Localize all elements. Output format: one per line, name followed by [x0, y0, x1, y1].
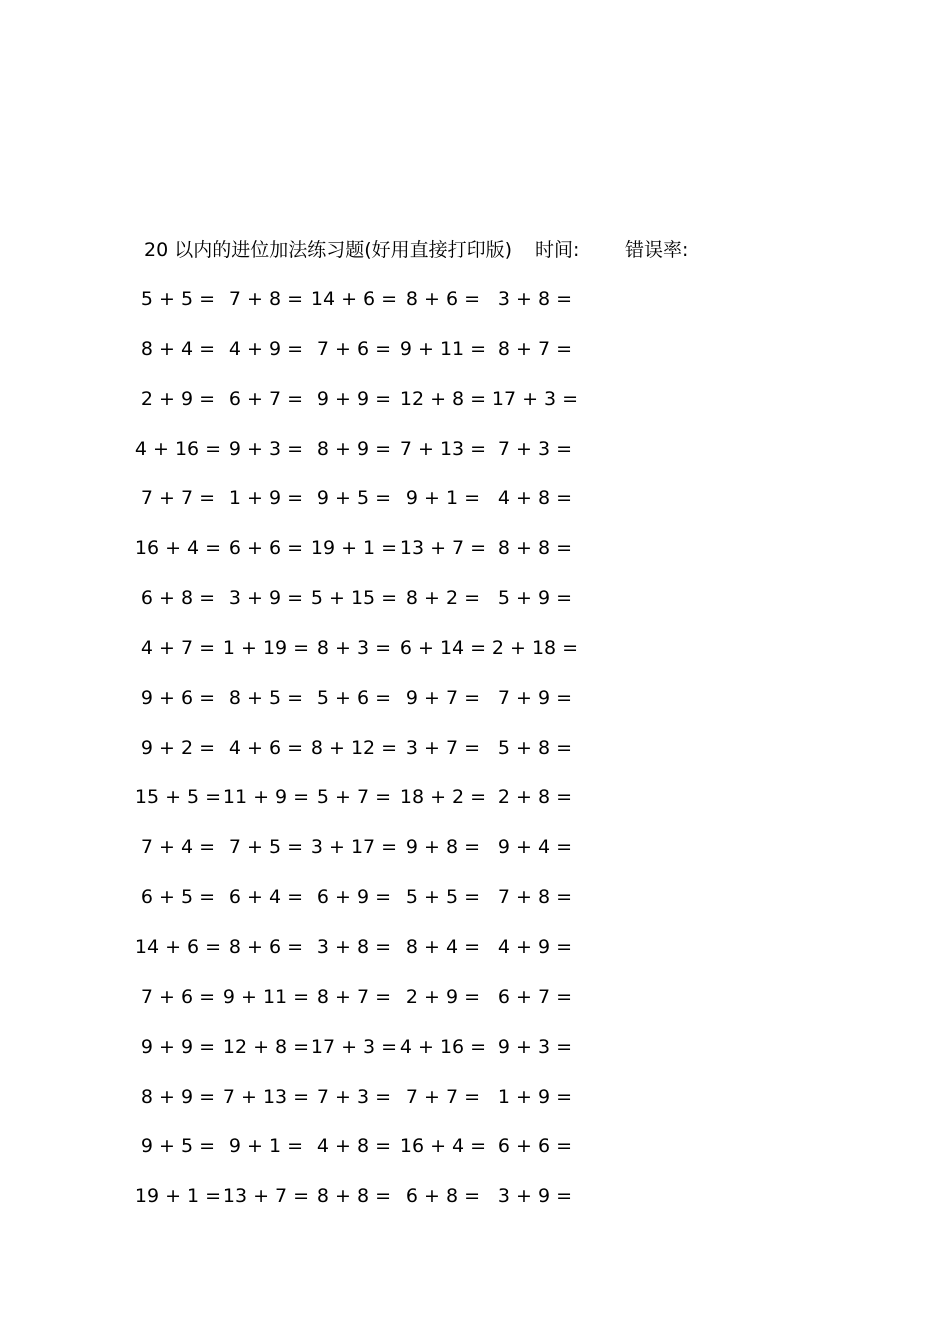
addition-problem: 8 + 8 =: [316, 1185, 392, 1208]
addition-problem: 9 + 9 =: [140, 1035, 216, 1058]
addition-problem: 7 + 6 =: [316, 337, 392, 360]
problem-row: [0, 884, 950, 934]
addition-problem: 8 + 9 =: [316, 437, 392, 460]
addition-problem: 1 + 9 =: [497, 1085, 573, 1108]
problem-grid: [0, 286, 950, 1233]
addition-problem: 9 + 1 =: [228, 1135, 304, 1158]
addition-problem: 4 + 6 =: [228, 736, 304, 759]
addition-problem: 8 + 4 =: [405, 935, 481, 958]
addition-problem: 9 + 11 =: [399, 337, 487, 360]
addition-problem: 3 + 9 =: [497, 1185, 573, 1208]
addition-problem: 3 + 7 =: [405, 736, 481, 759]
addition-problem: 6 + 7 =: [497, 985, 573, 1008]
addition-problem: 12 + 8 =: [222, 1035, 310, 1058]
problem-row: [0, 535, 950, 585]
addition-problem: 3 + 9 =: [228, 587, 304, 610]
addition-problem: 18 + 2 =: [399, 786, 487, 809]
problem-row: [0, 934, 950, 984]
problem-row: [0, 1133, 950, 1183]
problem-row: [0, 635, 950, 685]
problem-row: [0, 685, 950, 735]
addition-problem: 8 + 12 =: [310, 736, 398, 759]
addition-problem: 9 + 9 =: [316, 387, 392, 410]
problem-row: [0, 286, 950, 336]
addition-problem: 8 + 2 =: [405, 587, 481, 610]
addition-problem: 13 + 7 =: [399, 537, 487, 560]
addition-problem: 6 + 6 =: [497, 1135, 573, 1158]
addition-problem: 2 + 9 =: [140, 387, 216, 410]
addition-problem: 5 + 5 =: [140, 288, 216, 310]
addition-problem: 9 + 11 =: [222, 985, 310, 1008]
addition-problem: 5 + 8 =: [497, 736, 573, 759]
addition-problem: 7 + 8 =: [228, 288, 304, 310]
addition-problem: 7 + 4 =: [140, 836, 216, 859]
addition-problem: 5 + 7 =: [316, 786, 392, 809]
addition-problem: 6 + 6 =: [228, 537, 304, 560]
addition-problem: 8 + 7 =: [316, 985, 392, 1008]
addition-problem: 9 + 4 =: [497, 836, 573, 859]
addition-problem: 5 + 5 =: [405, 886, 481, 909]
addition-problem: 2 + 9 =: [405, 985, 481, 1008]
worksheet-title: 20 以内的进位加法练习题(好用直接打印版): [144, 239, 513, 261]
addition-problem: 6 + 14 =: [399, 636, 487, 659]
addition-problem: 6 + 5 =: [140, 886, 216, 909]
problem-row: [0, 436, 950, 486]
addition-problem: 6 + 7 =: [228, 387, 304, 410]
problem-row: [0, 784, 950, 834]
worksheet-header: [0, 236, 950, 264]
addition-problem: 4 + 9 =: [497, 935, 573, 958]
addition-problem: 9 + 5 =: [316, 487, 392, 510]
addition-problem: 7 + 5 =: [228, 836, 304, 859]
addition-problem: 7 + 3 =: [316, 1085, 392, 1108]
time-label: 时间:: [535, 239, 580, 261]
addition-problem: 8 + 7 =: [497, 337, 573, 360]
problem-row: [0, 585, 950, 635]
addition-problem: 9 + 6 =: [140, 686, 216, 709]
addition-problem: 9 + 5 =: [140, 1135, 216, 1158]
addition-problem: 2 + 18 =: [491, 636, 579, 659]
addition-problem: 9 + 1 =: [405, 487, 481, 510]
addition-problem: 7 + 6 =: [140, 985, 216, 1008]
addition-problem: 4 + 8 =: [497, 487, 573, 510]
addition-problem: 15 + 5 =: [134, 786, 222, 809]
addition-problem: 6 + 9 =: [316, 886, 392, 909]
addition-problem: 9 + 7 =: [405, 686, 481, 709]
addition-problem: 7 + 9 =: [497, 686, 573, 709]
addition-problem: 3 + 8 =: [497, 288, 573, 310]
problem-row: [0, 1183, 950, 1233]
addition-problem: 1 + 9 =: [228, 487, 304, 510]
addition-problem: 3 + 8 =: [316, 935, 392, 958]
addition-problem: 6 + 4 =: [228, 886, 304, 909]
problem-row: [0, 984, 950, 1034]
addition-problem: 12 + 8 =: [399, 387, 487, 410]
addition-problem: 6 + 8 =: [405, 1185, 481, 1208]
addition-problem: 13 + 7 =: [222, 1185, 310, 1208]
error-rate-label: 错误率:: [625, 239, 689, 261]
addition-problem: 8 + 8 =: [497, 537, 573, 560]
addition-problem: 7 + 13 =: [399, 437, 487, 460]
addition-problem: 2 + 8 =: [497, 786, 573, 809]
addition-problem: 16 + 4 =: [134, 537, 222, 560]
addition-problem: 9 + 8 =: [405, 836, 481, 859]
addition-problem: 14 + 6 =: [310, 288, 398, 310]
addition-problem: 19 + 1 =: [134, 1185, 222, 1208]
addition-problem: 6 + 8 =: [140, 587, 216, 610]
addition-problem: 17 + 3 =: [310, 1035, 398, 1058]
addition-problem: 7 + 8 =: [497, 886, 573, 909]
addition-problem: 3 + 17 =: [310, 836, 398, 859]
addition-problem: 8 + 6 =: [405, 288, 481, 310]
problem-row: [0, 1034, 950, 1084]
addition-problem: 7 + 7 =: [140, 487, 216, 510]
problem-row: [0, 834, 950, 884]
addition-problem: 5 + 6 =: [316, 686, 392, 709]
addition-problem: 4 + 7 =: [140, 636, 216, 659]
addition-problem: 11 + 9 =: [222, 786, 310, 809]
addition-problem: 16 + 4 =: [399, 1135, 487, 1158]
addition-problem: 8 + 4 =: [140, 337, 216, 360]
addition-problem: 9 + 3 =: [228, 437, 304, 460]
problem-row: [0, 336, 950, 386]
problem-row: [0, 1084, 950, 1134]
addition-problem: 5 + 15 =: [310, 587, 398, 610]
addition-problem: 19 + 1 =: [310, 537, 398, 560]
addition-problem: 17 + 3 =: [491, 387, 579, 410]
problem-row: [0, 735, 950, 785]
addition-problem: 4 + 16 =: [134, 437, 222, 460]
addition-problem: 8 + 9 =: [140, 1085, 216, 1108]
addition-problem: 7 + 7 =: [405, 1085, 481, 1108]
problem-row: [0, 386, 950, 436]
addition-problem: 5 + 9 =: [497, 587, 573, 610]
addition-problem: 8 + 6 =: [228, 935, 304, 958]
addition-problem: 1 + 19 =: [222, 636, 310, 659]
addition-problem: 14 + 6 =: [134, 935, 222, 958]
addition-problem: 8 + 3 =: [316, 636, 392, 659]
addition-problem: 8 + 5 =: [228, 686, 304, 709]
addition-problem: 4 + 8 =: [316, 1135, 392, 1158]
addition-problem: 4 + 16 =: [399, 1035, 487, 1058]
addition-problem: 9 + 2 =: [140, 736, 216, 759]
addition-problem: 7 + 13 =: [222, 1085, 310, 1108]
addition-problem: 7 + 3 =: [497, 437, 573, 460]
problem-row: [0, 485, 950, 535]
addition-problem: 9 + 3 =: [497, 1035, 573, 1058]
addition-problem: 4 + 9 =: [228, 337, 304, 360]
